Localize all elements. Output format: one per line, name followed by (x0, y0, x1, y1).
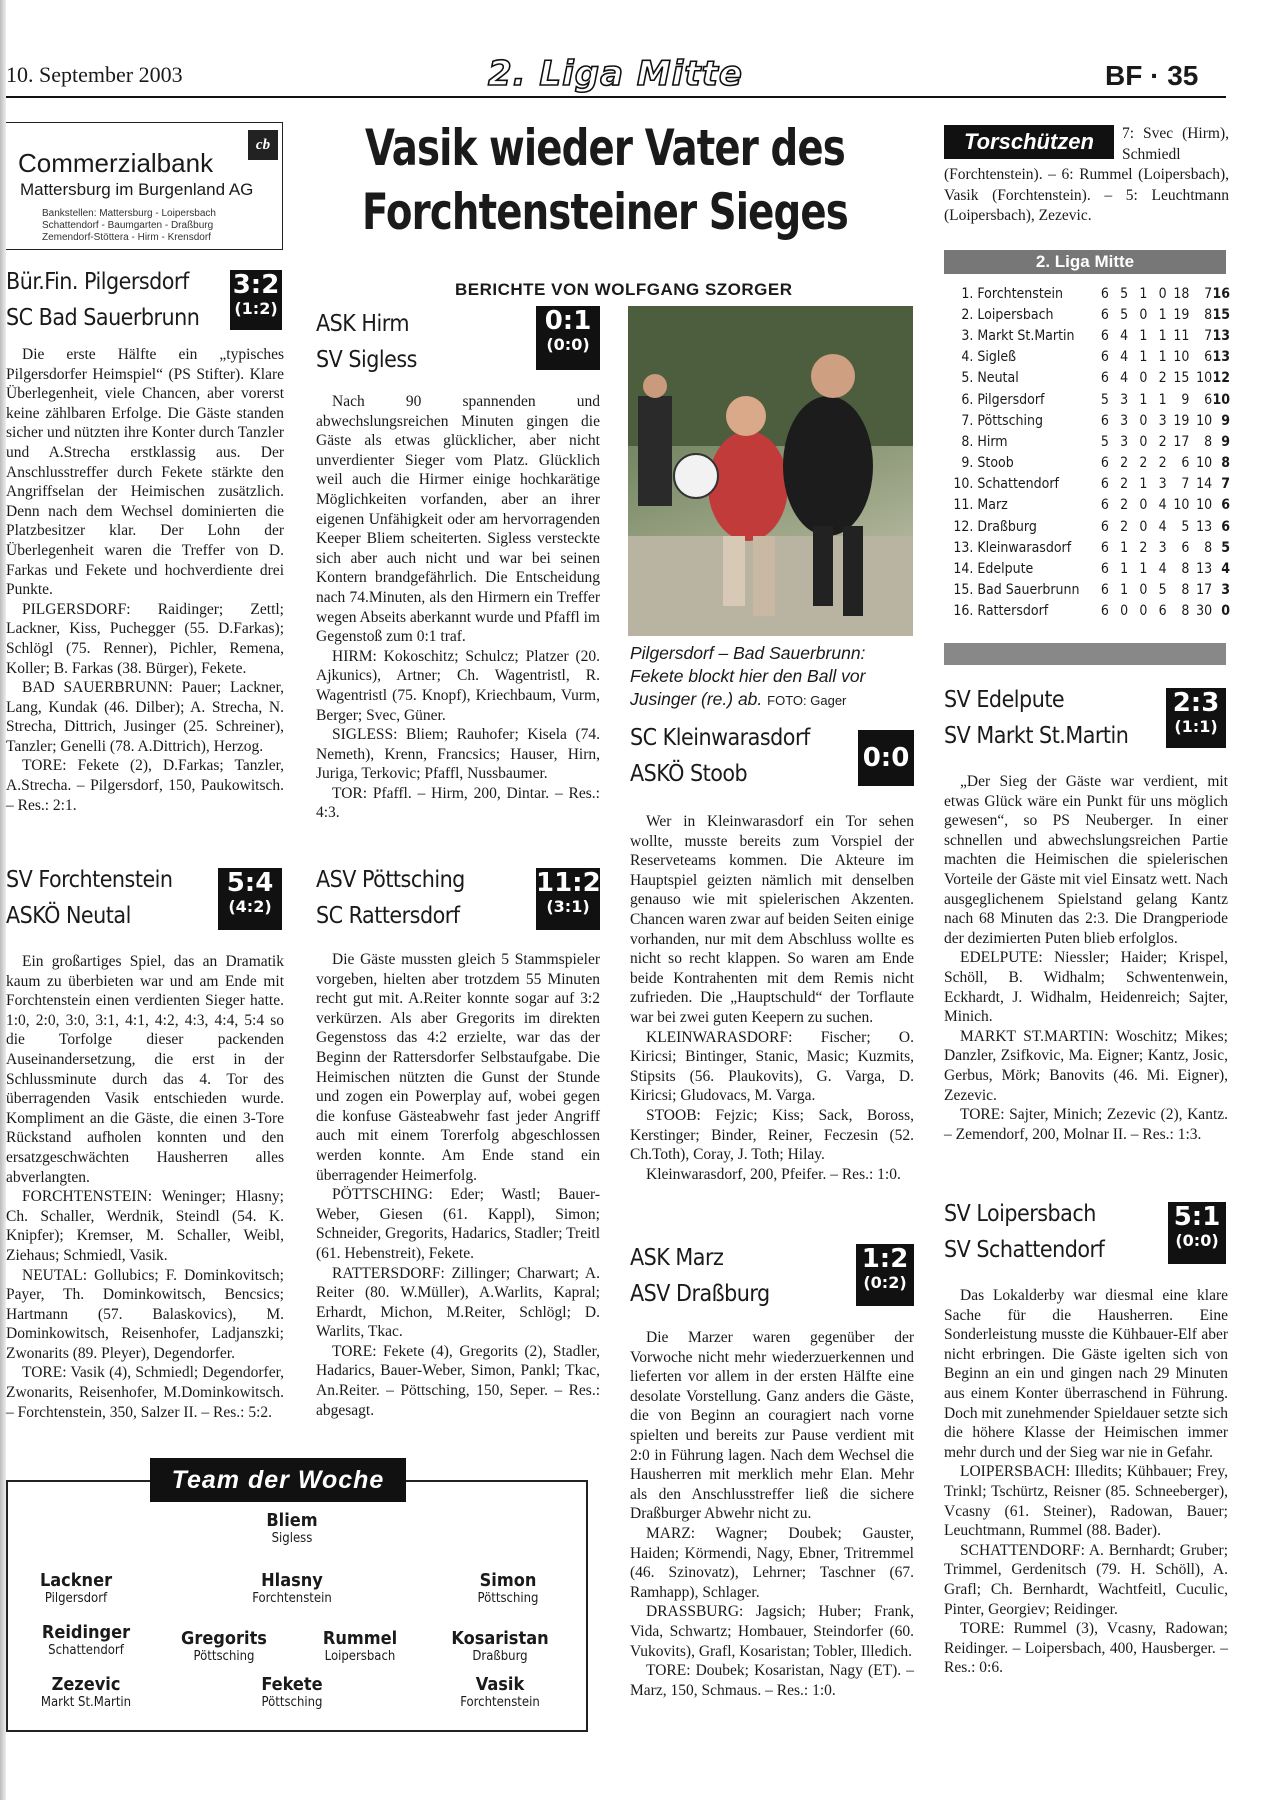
standings-cell: Marz (977, 497, 1008, 514)
standings-cell: 0 (1139, 306, 1148, 323)
standings-cell: 6 (1100, 518, 1109, 535)
match-report (6, 345, 284, 815)
standings-cell: 1 (1139, 349, 1148, 366)
player-club: Pöttsching (261, 1695, 323, 1710)
standings-cell: 1 (1158, 327, 1167, 344)
standings-cell: 7 (1204, 327, 1213, 344)
team-player (430, 1628, 570, 1664)
score-halftime: (3:1) (546, 897, 590, 916)
standings-cell: 4 (1158, 518, 1167, 535)
bank-branch-line: Schattendorf - Baumgarten - Draßburg (42, 220, 214, 231)
football-players-illustration (628, 306, 913, 636)
standings-cell: 4 (1120, 349, 1129, 366)
player-club: Pöttsching (193, 1649, 255, 1664)
team-player (154, 1628, 294, 1664)
standings-cell: Rattersdorf (977, 603, 1049, 620)
report-text: Die erste Hälfte ein „typisches Pilgersdorfer Heimspiel“ (PS Stifter). Klare Überlegenheit, viele Chancen, aber vorerst keine zählbaren Erfolge. Die Gäste standen sicher und nützten ihre Konter durch Tanzler und A.Strecha erstklassig aus. Der Anschlusstreffer durch Fekete stärkte den Angriffselan der Heimischen zusätzlich. Denn nach dem Wechsel dominierten die Platzbesitzer klar. Der Lohn der Überlegenheit waren die Treffer von D. Farkas und Fekete und hochverdiente drei Punkte. (6, 346, 284, 599)
standings-cell: 10 (1173, 497, 1190, 514)
standings-cell: 2 (1120, 497, 1129, 514)
team-player (430, 1674, 570, 1710)
match-photo (628, 306, 913, 636)
standings-row (950, 537, 1230, 558)
standings-cell: 4 (1221, 561, 1230, 578)
standings-cell: 6 (1100, 539, 1109, 556)
standings-cell: 15. (953, 582, 974, 599)
standings-cell: 1 (1139, 327, 1148, 344)
goals-line: TORE: Fekete (2), D.Farkas; Tanzler, A.Strecha. – Pilgersdorf, 150, Paukowitsch. – Res.: 2:1. (6, 757, 284, 814)
player-name: Fekete (261, 1674, 323, 1695)
player-name: Kosaristan (451, 1628, 549, 1649)
standings-cell: Edelpute (977, 561, 1034, 578)
standings-cell: 2 (1120, 518, 1129, 535)
standings-cell: 6 (1221, 497, 1230, 514)
score-final: 3:2 (232, 270, 280, 300)
report-text: Ein großartiges Spiel, das an Dramatik kaum zu überbieten war und am Ende mit Forchtenstein einen verdienten Sieger hatte. 1:0, 2:0, 3:0, 3:1, 4:1, 4:2, 4:3, 4:4, 5:4 so die Torfolge dieser packenden Auseinandersetzung, die erst in der Schlussminute durch das 4. Tor des überragenden Vasik entschieden wurde. Kompliment an die Gäste, die einen 3-Tore Rückstand aufholen konnten und den ersatzgeschwächten Hausherren alles abverlangten. (6, 953, 284, 1186)
standings-cell: 9 (1221, 412, 1230, 429)
standings-cell: 3 (1120, 412, 1129, 429)
standings-cell: Bad Sauerbrunn (977, 582, 1080, 599)
page-number: BF · 35 (1105, 60, 1199, 91)
match-score (858, 730, 914, 786)
standings-row (950, 516, 1230, 537)
standings-cell: 1 (1139, 476, 1148, 493)
standings-row (950, 283, 1230, 304)
player-name: Gregorits (181, 1628, 267, 1649)
photo-caption (630, 642, 920, 712)
standings-cell: 1 (1120, 582, 1129, 599)
match-report (630, 812, 914, 1184)
standings-cell: 3 (1120, 391, 1129, 408)
score-final: 2:3 (1172, 688, 1220, 718)
standings-cell: 30 (1196, 603, 1213, 620)
standings-cell: 5. (961, 370, 974, 387)
standings-cell: 10 (1196, 412, 1213, 429)
standings-cell: 1 (1158, 306, 1167, 323)
top-scorers-label: Torschützen (944, 125, 1114, 159)
standings-cell: Forchtenstein (977, 285, 1064, 302)
caption-text: Pilgersdorf – Bad Sauerbrunn: Fekete blockt hier den Ball vor Jusinger (re.) ab. (630, 643, 866, 709)
standings-cell: 8 (1204, 433, 1213, 450)
standings-cell: 1 (1120, 539, 1129, 556)
lineup-away: NEUTAL: Gollubics; F. Dominkovitsch; Payer, Th. Dominkowitsch, Bencsics; Hartmann (57. Balaskovics), M. Dominkowitsch, Reisenhofer, Ladjanszki; Zwonarits (89. Pleyer), Degendorfer. (6, 1266, 284, 1362)
team-player (16, 1674, 156, 1710)
team-player (438, 1570, 578, 1606)
standings-cell: 9 (1181, 391, 1190, 408)
standings-cell: 1 (1139, 285, 1148, 302)
standings-cell: Sigleß (977, 349, 1017, 366)
standings-cell: 6 (1100, 476, 1109, 493)
score-halftime: (4:2) (228, 897, 272, 916)
player-name: Bliem (266, 1510, 318, 1531)
standings-cell: 9. (961, 455, 974, 472)
match-away-team: SV Schattendorf (944, 1237, 1105, 1263)
report-text: Nach 90 spannenden und abwechslungsreichen Minuten gingen die Gäste als etwas glücklicher, aber nicht unverdienter Sieger vom Platz. Glücklich weil auch die Hirmer einige hochkarätige Möglichkeiten vorfanden, aber an ihrer eigenen Unfähigkeit oder am hervorragenden Keeper Bliem scheiterten. Sigless versteckte sich aber auch nicht und war bei seinen Kontern brandgefährlich. Die Entscheidung nach 74.Minuten, als den Hirmern ein Treffer wegen Abseits aberkannt wurde und Pfaffl im Gegenstoß zum 0:1 traf. (316, 393, 600, 646)
standings-cell: 5 (1120, 306, 1129, 323)
standings-cell: 8 (1181, 582, 1190, 599)
lineup-away: BAD SAUERBRUNN: Pauer; Lackner, Lang, Kundak (46. Dilber); A. Strecha, N. Strecha, Dittrich, Jusinger (25. Schreiner), Tanzler; Genelli (78. A.Dittrich), Herzog. (6, 679, 284, 755)
score-final: 5:4 (226, 868, 274, 898)
standings-row (950, 580, 1230, 601)
standings-row (950, 495, 1230, 516)
standings-cell: 2 (1158, 455, 1167, 472)
standings-cell: 3 (1120, 433, 1129, 450)
match-report (6, 952, 284, 1422)
lineup-away: RATTERSDORF: Zillinger; Charwart; A. Reiter (80. W.Müller), A.Warlits, Kapral; Erhardt, Michon, M.Reiter, Schlögl; D. Warlits, Tkac. (316, 1264, 600, 1341)
standings-row (950, 601, 1230, 622)
header-rule (6, 96, 1226, 98)
standings-cell: 3 (1158, 412, 1167, 429)
standings-cell: 2 (1120, 455, 1129, 472)
standings-row (950, 558, 1230, 579)
score-final: 5:1 (1173, 1202, 1221, 1232)
bank-name: Commerzialbank (18, 148, 214, 178)
standings-cell: 3 (1158, 539, 1167, 556)
report-text: Das Lokalderby war diesmal eine klare Sache für die Hausherren. Eine Sonderleistung musste die Kühbauer-Elf aber nicht erbringen. Die Gäste igelten sich von Beginn an ein und gingen nach 29 Minuten aus einem Konter überraschend in Führung. Doch mit zunehmender Spieldauer setzte sich die höhere Klasse der Heimischen immer mehr durch und der Sieg war nie in Gefahr. (944, 1287, 1228, 1461)
standings-cell: 5 (1181, 518, 1190, 535)
standings-cell: Hirm (977, 433, 1008, 450)
byline: BERICHTE VON WOLFGANG SZORGER (455, 280, 793, 299)
player-club: Forchtenstein (460, 1695, 540, 1710)
standings-cell: 0 (1139, 497, 1148, 514)
photo-credit: FOTO: Gager (767, 693, 847, 708)
standings-cell: 6 (1100, 349, 1109, 366)
standings-footer-bar (944, 643, 1226, 665)
standings-cell: Markt St.Martin (977, 327, 1075, 344)
score-final: 0:1 (544, 306, 592, 336)
standings-row (950, 474, 1230, 495)
match-home-team: Bür.Fin. Pilgersdorf (6, 269, 189, 295)
player-club: Schattendorf (48, 1643, 124, 1658)
standings-cell: 0 (1120, 603, 1129, 620)
standings-cell: 5 (1100, 391, 1109, 408)
match-score (1168, 1202, 1226, 1264)
standings-cell: 18 (1173, 285, 1190, 302)
standings-cell: 13 (1212, 349, 1230, 366)
standings-cell: 2 (1120, 476, 1129, 493)
issue-date: 10. September 2003 (6, 62, 183, 87)
standings-cell: 0 (1139, 518, 1148, 535)
standings-cell: 7 (1204, 285, 1213, 302)
match-score (536, 306, 600, 370)
player-club: Markt St.Martin (40, 1695, 132, 1710)
team-player (222, 1510, 362, 1546)
standings-cell: 6 (1100, 306, 1109, 323)
lineup-away: SIGLESS: Bliem; Rauhofer; Kisela (74. Nemeth), Krenn, Francsics; Hauser, Hirn, Juriga, Terkovic; Pfaffl, Nussbaumer. (316, 726, 600, 783)
player-club: Loipersbach (324, 1649, 396, 1664)
team-player (222, 1570, 362, 1606)
standings-cell: 6 (1100, 370, 1109, 387)
player-club: Pöttsching (477, 1591, 539, 1606)
match-away-team: SC Rattersdorf (316, 903, 460, 929)
standings-cell: 6 (1181, 539, 1190, 556)
match-home-team: ASK Hirm (316, 311, 409, 337)
standings-cell: Schattendorf (977, 476, 1059, 493)
standings-row (950, 368, 1230, 389)
lineup-away: STOOB: Fejzic; Kiss; Sack, Boross, Kerstinger; Binder, Reiner, Feczesin (52. Ch.Toth), Coray, J. Toth; Hilay. (630, 1106, 914, 1164)
standings-cell: 6 (1100, 455, 1109, 472)
report-text: Wer in Kleinwarasdorf ein Tor sehen wollte, musste bereits zum Vorspiel der Reserveteams kommen. Die Akteure im Hauptspiel geizten nämlich mit denselben genauso wie mit spielerischen Akzenten. Chancen waren zwar auf beiden Seiten einige vorhanden, nur mit dem Abschluss wollte es nicht so recht klappen. So waren am Ende beide Kontrahenten mit dem Remis nicht zufrieden. Die „Hauptschuld“ der Torflaute war bei zwei guten Keepern zu suchen. (630, 813, 914, 1026)
standings-cell: Loipersbach (977, 306, 1054, 323)
score-final: 0:0 (862, 743, 910, 773)
player-name: Vasik (475, 1674, 525, 1695)
score-halftime: (0:0) (1175, 1231, 1219, 1250)
goals-line: TORE: Sajter, Minich; Zezevic (2), Kantz. – Zemendorf, 200, Molnar II. – Res.: 1:3. (944, 1106, 1228, 1143)
lineup-away: DRASSBURG: Jagsich; Huber; Frank, Vida, Schwartz; Hombauer, Steindorfer (60. Vukovits), Grafl, Kosaristan; Tobler, Illedich. (630, 1603, 914, 1660)
standings-cell: 14 (1196, 476, 1213, 493)
standings-cell: 5 (1158, 582, 1167, 599)
match-report (944, 1286, 1228, 1678)
team-of-the-week-title: Team der Woche (150, 1458, 406, 1502)
standings-cell: 4 (1158, 561, 1167, 578)
standings-cell: 2 (1139, 539, 1148, 556)
score-halftime: (1:1) (1174, 717, 1218, 736)
standings-cell: 6 (1158, 603, 1167, 620)
report-text: Die Marzer waren gegenüber der Vorwoche nicht mehr wiederzuerkennen und lieferten vor allem in der ersten Hälfte eine desolate Vorstellung. Ganz anders die Gäste, die von Beginn an couragiert nach vorne spielten und bereits zur Pause verdient mit 2:0 in Führung lagen. Nach dem Wechsel die Hausherren mit merklich mehr Elan. Mehr als den Anschlusstreffer ließ die sichere Draßburger Abwehr nicht zu. (630, 1329, 914, 1523)
standings-cell: 2 (1158, 433, 1167, 450)
score-halftime: (0:0) (546, 335, 590, 354)
standings-cell: 1 (1120, 561, 1129, 578)
player-name: Simon (479, 1570, 537, 1591)
match-away-team: SC Bad Sauerbrunn (6, 305, 200, 331)
standings-cell: 17 (1173, 433, 1190, 450)
standings-cell: 16 (1212, 285, 1230, 302)
standings-cell: 11 (1173, 327, 1190, 344)
standings-cell: 6 (1100, 412, 1109, 429)
standings-cell: 8 (1181, 603, 1190, 620)
standings-cell: Kleinwarasdorf (977, 539, 1072, 556)
standings-cell: 19 (1173, 306, 1190, 323)
standings-cell: 3 (1158, 476, 1167, 493)
match-report (316, 392, 600, 823)
goals-line: TOR: Pfaffl. – Hirm, 200, Dintar. – Res.: 4:3. (316, 784, 600, 822)
match-home-team: SV Loipersbach (944, 1201, 1096, 1227)
standings-cell: 1 (1139, 561, 1148, 578)
standings-cell: 4 (1120, 327, 1129, 344)
bank-branch-line: Bankstellen: Mattersburg - Loipersbach (42, 208, 216, 219)
standings-cell: 12 (1212, 370, 1230, 387)
standings-row (950, 389, 1230, 410)
goals-line: TORE: Doubek; Kosaristan, Nagy (ET). – Marz, 150, Schmaus. – Res.: 1:0. (630, 1662, 914, 1699)
lineup-home: FORCHTENSTEIN: Weninger; Hlasny; Ch. Schaller, Werdnik, Steindl (54. K. Knipfer); Kremser, M. Schaller, Weibl, Ziehaus; Schmiedl, Vasik. (6, 1188, 284, 1264)
lineup-away: MARKT ST.MARTIN: Woschitz; Mikes; Danzler, Zsifkovic, Ma. Eigner; Kantz, Josic, Gerbus, Mörk; Banovits (46. Mi. Eigner), Zezevic. (944, 1027, 1228, 1104)
standings-cell: 2 (1139, 455, 1148, 472)
standings-cell: 6 (1100, 603, 1109, 620)
standings-cell: 7 (1221, 476, 1230, 493)
headline: Vasik wieder Vater des Forchtensteiner Sieges (362, 119, 848, 241)
team-player (222, 1674, 362, 1710)
standings-row (950, 431, 1230, 452)
standings-cell: 3 (1221, 582, 1230, 599)
standings-cell: 1 (1158, 349, 1167, 366)
standings-cell: Pöttsching (977, 412, 1044, 429)
standings-cell: 8 (1221, 455, 1230, 472)
standings-cell: 6 (1100, 561, 1109, 578)
standings-row (950, 304, 1230, 325)
match-score (230, 270, 282, 330)
match-away-team: SV Markt St.Martin (944, 723, 1129, 749)
match-score (1166, 688, 1226, 748)
match-away-team: SV Sigless (316, 347, 417, 373)
standings-cell: 19 (1173, 412, 1190, 429)
standings-cell: 12. (953, 518, 974, 535)
standings-cell: 17 (1196, 582, 1213, 599)
team-player (16, 1622, 156, 1658)
bank-logo: cb (248, 130, 278, 160)
standings-cell: 6 (1181, 455, 1190, 472)
lineup-home: LOIPERSBACH: Illedits; Kühbauer; Frey, Trinkl; Tschürtz, Reisner (85. Schneeberger), Vcasny (61. Steiner), Radowan, Bauer; Leuchtmann, Rummel (88. Bader). (944, 1463, 1228, 1540)
standings-cell: 13. (953, 539, 974, 556)
standings-cell: 1 (1158, 391, 1167, 408)
standings-cell: 6 (1204, 349, 1213, 366)
standings-cell: 0 (1139, 582, 1148, 599)
match-score (856, 1244, 914, 1306)
standings-cell: 10. (953, 476, 974, 493)
lineup-home: KLEINWARASDORF: Fischer; O. Kiricsi; Bintinger, Stanic, Masic; Kuzmits, Stipsits (56. Plaukovits), G. Varga, D. Kiricsi; Gludovacs, M. Varga. (630, 1028, 914, 1105)
player-name: Hlasny (261, 1570, 323, 1591)
standings-cell: 6 (1100, 285, 1109, 302)
player-name: Reidinger (41, 1622, 131, 1643)
top-scorers-text: 7: Svec (Hirm), Schmiedl (Forchtenstein). – 6: Rummel (Loipersbach), Vasik (Forchtenstein). – 5: Leuchtmann (Loipersbach), Zezevic. (944, 125, 1229, 224)
standings-cell: 6. (961, 391, 974, 408)
player-name: Zezevic (51, 1674, 121, 1695)
standings-cell: 15 (1212, 306, 1230, 323)
standings-cell: Draßburg (977, 518, 1037, 535)
section-title: 2. Liga Mitte (488, 54, 743, 94)
goals-line: TORE: Vasik (4), Schmiedl; Degendorfer, Zwonarits, Reisenhofer, M.Dominkowitsch. – Forchtenstein, 350, Salzer II. – Res.: 5:2. (6, 1364, 284, 1421)
match-report (944, 772, 1228, 1144)
team-player (290, 1628, 430, 1664)
standings-cell: 2. (961, 306, 974, 323)
standings-cell: 10 (1196, 497, 1213, 514)
lineup-home: EDELPUTE: Niessler; Haider; Krispel, Schöll, B. Widhalm; Schwentenwein, Eckhardt, J. Widhalm, Heidenreich; Sajter, Minich. (944, 949, 1228, 1026)
score-halftime: (0:2) (863, 1273, 907, 1292)
match-away-team: ASV Draßburg (630, 1281, 770, 1307)
player-name: Rummel (322, 1628, 398, 1649)
standings-table (950, 283, 1230, 622)
report-text: „Der Sieg der Gäste war verdient, mit etwas Glück wäre ein Punkt für uns möglich gewesen“, so PS Neuberger. In einer schnellen und abwechslungsreichen Partie machten die Heimischen die spielerischen Vorteile der Gäste mit viel Einsatz wett. Nach ausgeglichenem Spielstand gelang Kantz nach 68 Minuten das 2:3. Die Drangperiode der dezimierten Puten blieb erfolglos. (944, 773, 1228, 947)
lineup-home: PILGERSDORF: Raidinger; Zettl; Lackner, Kiss, Puchegger (55. D.Farkas); Schlögl (75. Renner), Pichler, Remena, Koller; B. Farkas (38. Bürger), Fekete. (6, 600, 284, 677)
standings-cell: 4 (1158, 497, 1167, 514)
standings-cell: 1. (961, 285, 974, 302)
match-home-team: SC Kleinwarasdorf (630, 725, 810, 751)
standings-cell: 0 (1139, 412, 1148, 429)
standings-cell: 5 (1120, 285, 1129, 302)
bank-subtitle: Mattersburg im Burgenland AG (20, 180, 254, 199)
standings-cell: 14. (953, 561, 974, 578)
match-report (630, 1328, 914, 1700)
standings-cell: 2 (1158, 370, 1167, 387)
standings-cell: Pilgersdorf (977, 391, 1045, 408)
match-away-team: ASKÖ Neutal (6, 903, 131, 929)
standings-cell: 10 (1173, 349, 1190, 366)
standings-cell: Neutal (977, 370, 1019, 387)
standings-cell: 13 (1196, 561, 1213, 578)
standings-cell: 16. (953, 603, 974, 620)
match-home-team: SV Edelpute (944, 687, 1065, 713)
player-name: Lackner (39, 1570, 113, 1591)
standings-row (950, 347, 1230, 368)
standings-cell: 13 (1212, 327, 1230, 344)
standings-row (950, 325, 1230, 346)
player-club: Draßburg (472, 1649, 528, 1664)
score-final: 1:2 (861, 1244, 909, 1274)
bank-branches (42, 208, 216, 244)
standings-cell: 0 (1158, 285, 1167, 302)
lineup-away: SCHATTENDORF: A. Bernhardt; Gruber; Trimmel, Gerdenitsch (79. H. Schöll), A. Grafl; Ch. Bernhardt, Wachtfeitl, Cuculic, Pinter, Georgiev; Reidinger. (944, 1541, 1228, 1618)
player-club: Pilgersdorf (44, 1591, 108, 1606)
standings-cell: 6 (1100, 327, 1109, 344)
standings-cell: 5 (1100, 433, 1109, 450)
goals-line: Kleinwarasdorf, 200, Pfeifer. – Res.: 1:0. (646, 1165, 901, 1183)
standings-cell: 4. (961, 349, 974, 366)
standings-cell: 0 (1139, 433, 1148, 450)
standings-cell: 0 (1221, 603, 1230, 620)
standings-cell: 0 (1139, 603, 1148, 620)
standings-cell: 8 (1204, 306, 1213, 323)
score-final: 11:2 (536, 868, 601, 898)
lineup-home: HIRM: Kokoschitz; Schulcz; Platzer (20. Ajkunics), Artner; Ch. Wagentristl, R. Wagentristl (75. Knopf), Kriechbaum, Vurm, Berger; Svec, Güner. (316, 647, 600, 724)
standings-cell: 8 (1181, 561, 1190, 578)
match-away-team: ASKÖ Stoob (630, 761, 748, 787)
lineup-home: PÖTTSCHING: Eder; Wastl; Bauer-Weber, Giesen (61. Kappl), Simon; Schneider, Gregorits, Hadarics, Stadler; Treitl (61. Hebenstreit), Fekete. (316, 1186, 600, 1262)
standings-cell: 6 (1221, 518, 1230, 535)
standings-cell: 8. (961, 433, 974, 450)
standings-title: 2. Liga Mitte (944, 250, 1226, 274)
score-halftime: (1:2) (234, 299, 278, 318)
standings-cell: 15 (1173, 370, 1190, 387)
lineup-home: MARZ: Wagner; Doubek; Gauster, Haiden; Körmendi, Nagy, Ebner, Tritremmel (46. Szinovatz), Lehrner; Taschner (67. Ramhapp), Schlager. (630, 1524, 914, 1601)
standings-cell: 6 (1204, 391, 1213, 408)
goals-line: TORE: Fekete (4), Gregorits (2), Stadler, Hadarics, Bauer-Weber, Simon, Pankl; Tkac, An.Reiter. – Pöttsching, 150, Seper. – Res.: abgesagt. (316, 1342, 600, 1419)
standings-cell: 7 (1181, 476, 1190, 493)
standings-cell: 7. (961, 412, 974, 429)
match-report (316, 950, 600, 1420)
standings-cell: 10 (1196, 370, 1213, 387)
player-club: Forchtenstein (252, 1591, 332, 1606)
standings-cell: Stoob (977, 455, 1014, 472)
match-score (218, 868, 282, 930)
standings-cell: 4 (1120, 370, 1129, 387)
standings-cell: 11. (953, 497, 974, 514)
standings-cell: 0 (1139, 370, 1148, 387)
match-home-team: ASV Pöttsching (316, 867, 465, 893)
standings-cell: 8 (1204, 539, 1213, 556)
bank-branch-line: Zemendorf-Stöttera - Hirm - Krensdorf (42, 232, 211, 243)
standings-cell: 6 (1100, 582, 1109, 599)
goals-line: TORE: Rummel (3), Vcasny, Radowan; Reidinger. – Loipersbach, 400, Hausberger. – Res.: 0:6. (944, 1620, 1228, 1677)
standings-cell: 5 (1221, 539, 1230, 556)
match-score (536, 868, 600, 930)
standings-cell: 10 (1212, 391, 1230, 408)
report-text: Die Gäste mussten gleich 5 Stammspieler vorgeben, hielten aber trotzdem 55 Minuten recht gut mit. A.Reiter konnte sogar auf 3:2 verkürzen. Als aber Gregorits im direkten Gegenstoss das 4:2 erzielte, war das der Beginn der Rattersdorfer Selbstaufgabe. Die Heimischen nützten die Gunst der Stunde und zogen ein Powerplay auf, wobei gegen die konfuse Gästeabwehr fast jeder Angriff auch mit einem Torerfolg abgeschlossen werden konnte. Am Ende stand ein überragender Heimerfolg. (316, 951, 600, 1184)
match-home-team: ASK Marz (630, 1245, 724, 1271)
player-club: Sigless (271, 1531, 313, 1546)
standings-row (950, 410, 1230, 431)
standings-cell: 6 (1100, 497, 1109, 514)
standings-cell: 13 (1196, 518, 1213, 535)
team-player (6, 1570, 146, 1606)
standings-row (950, 453, 1230, 474)
standings-cell: 1 (1139, 391, 1148, 408)
standings-cell: 3. (961, 327, 974, 344)
standings-cell: 10 (1196, 455, 1213, 472)
match-home-team: SV Forchtenstein (6, 867, 173, 893)
standings-cell: 9 (1221, 433, 1230, 450)
